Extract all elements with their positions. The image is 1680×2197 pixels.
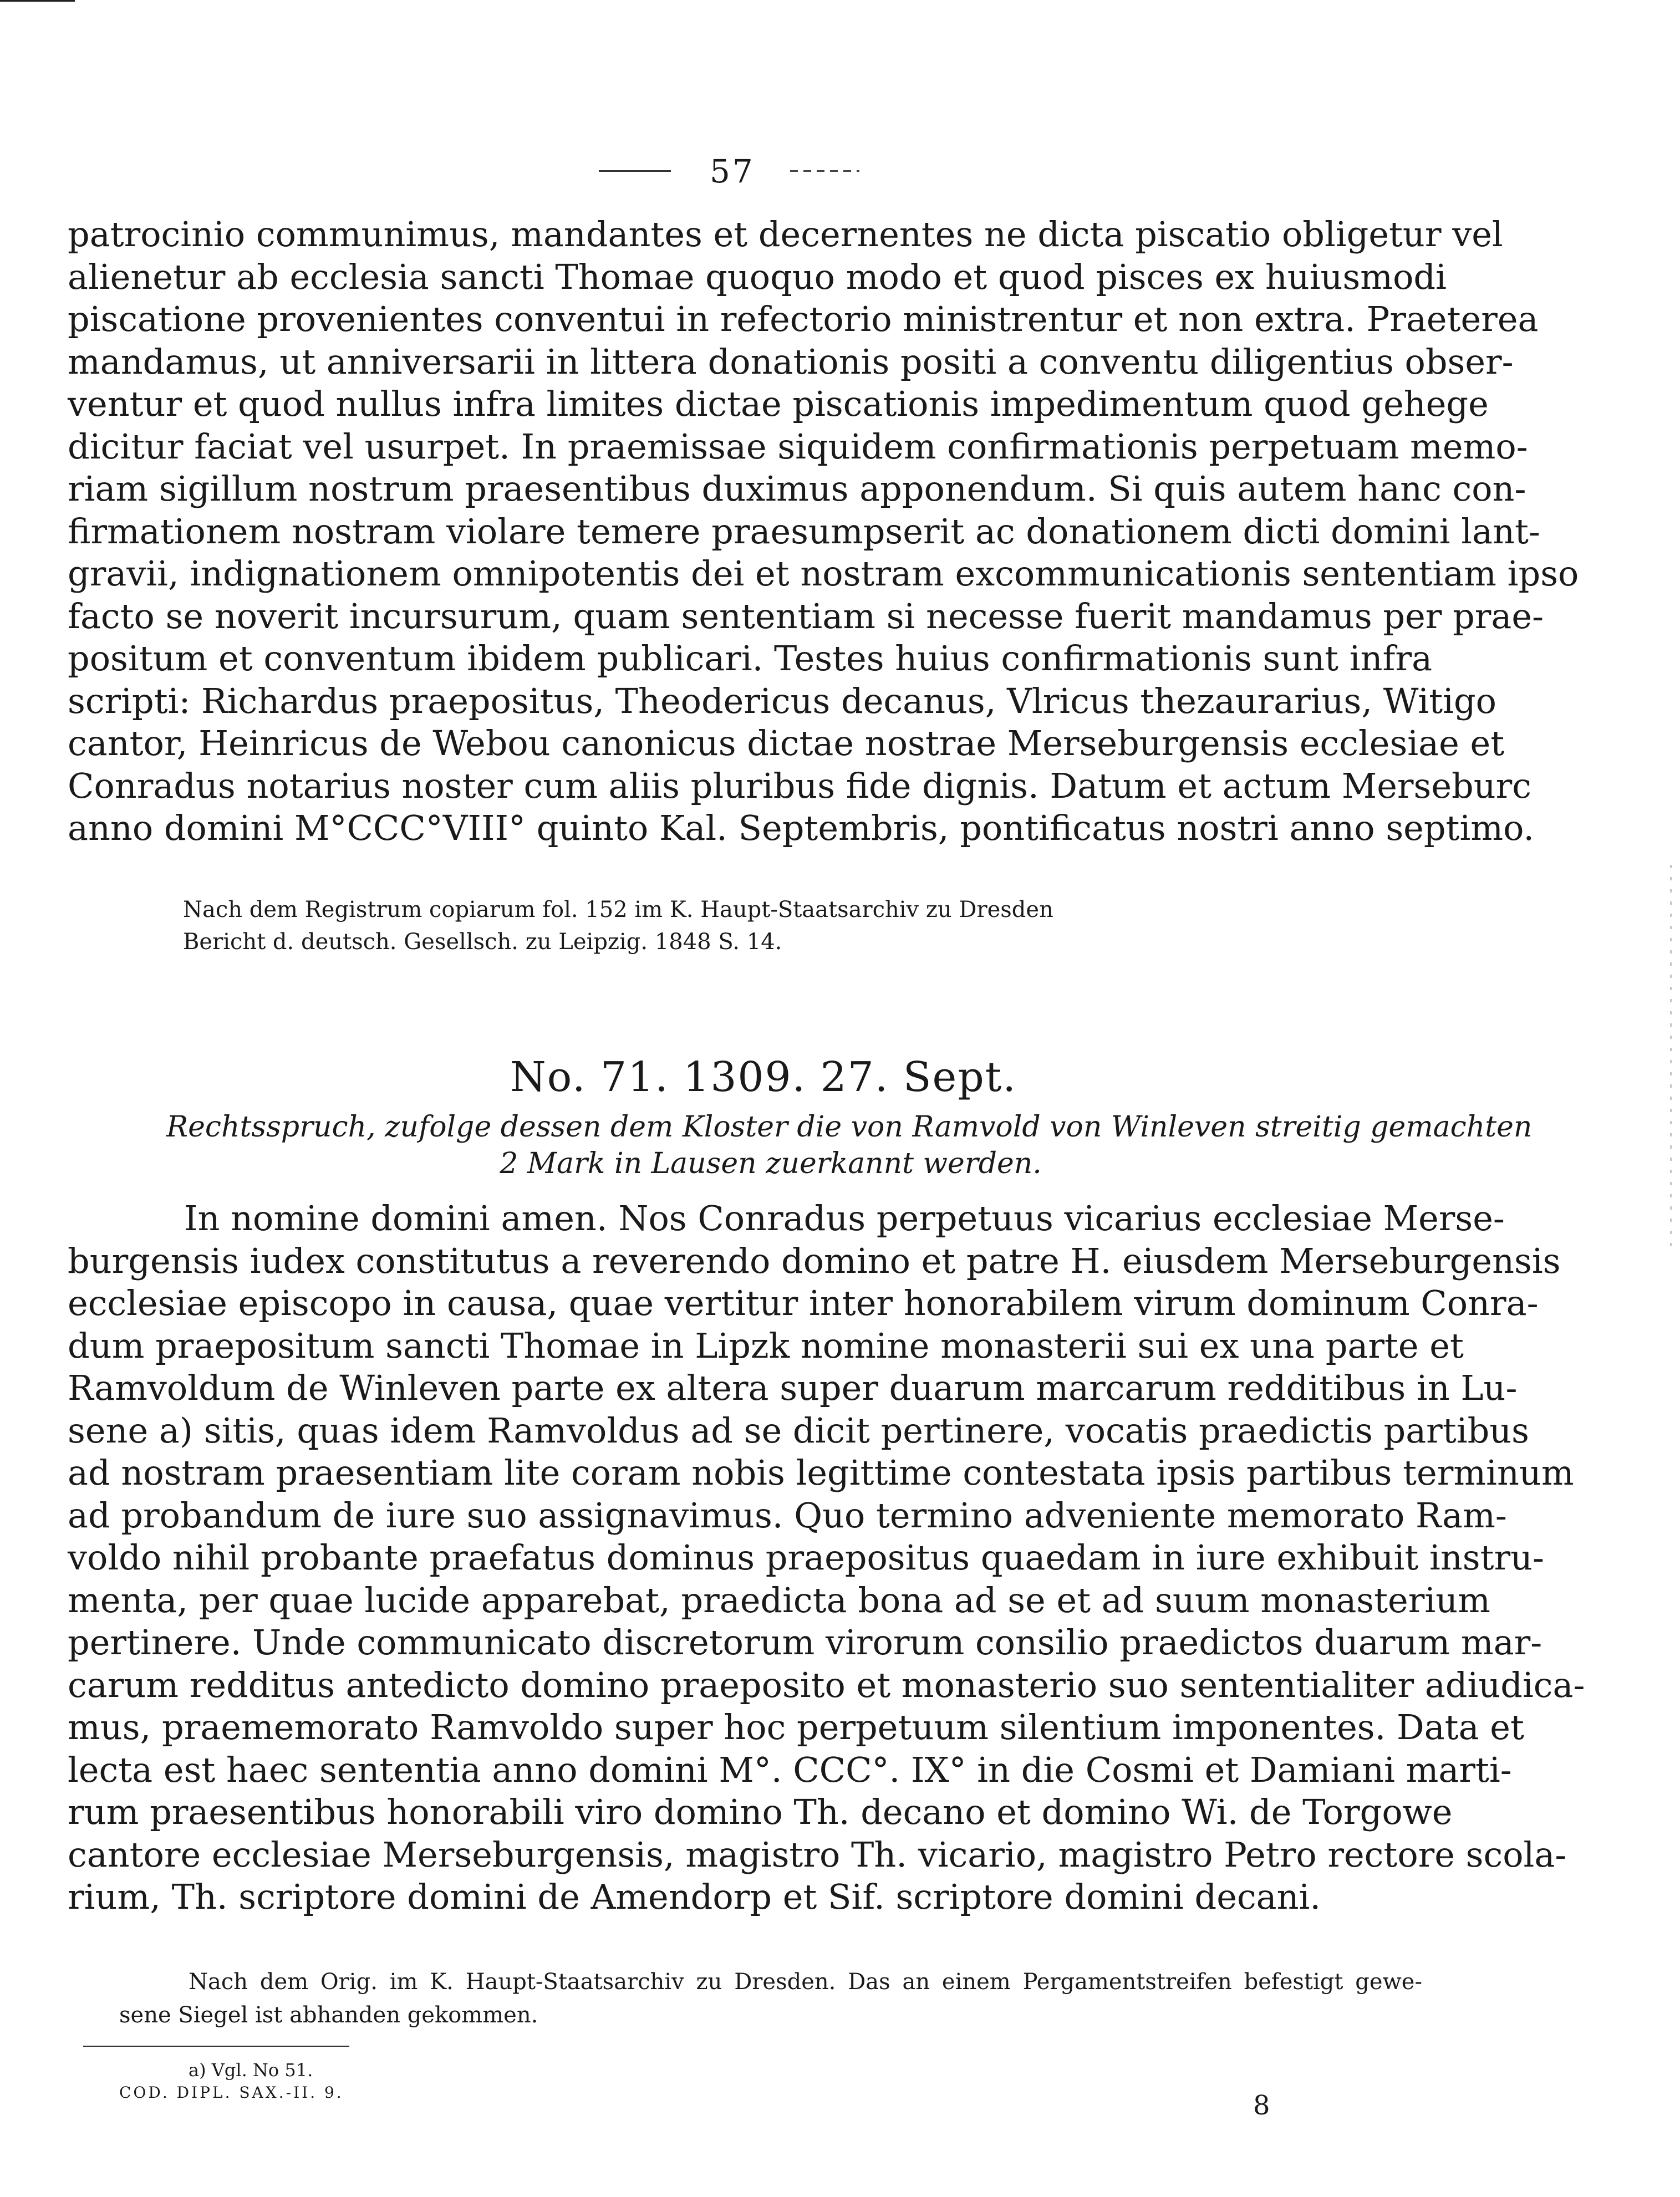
scan-edge-artifact: [1670, 865, 1672, 1253]
text-line: lecta est haec sententia anno domini M°. CCC°. IX° in die Cosmi et Damiani marti-: [68, 1749, 1512, 1790]
text-line: rum praesentibus honorabili viro domino Th. decano et domino Wi. de Torgowe: [68, 1792, 1453, 1832]
footnote-a: a) Vgl. No 51.: [189, 2060, 313, 2081]
source-note-2: [119, 1965, 1422, 2032]
body-paragraph-1: [68, 213, 1579, 850]
summary-line: Rechtsspruch, zufolge dessen dem Kloster die von Ramvold von Winleven streitig gemachten: [166, 1110, 1533, 1144]
page-number: 57: [710, 152, 755, 190]
text-line: pertinere. Unde communicato discretorum virorum consilio praedictos duarum mar-: [68, 1622, 1542, 1663]
text-line: sene a) sitis, quas idem Ramvoldus ad se dicit pertinere, vocatis praedictis partibus: [68, 1410, 1529, 1451]
text-line: mandamus, ut anniversarii in littera donationis positi a conventu diligentius obser-: [68, 341, 1514, 382]
header-dash-left: [599, 170, 671, 172]
text-line: ventur et quod nullus infra limites dictae piscationis impedimentum quod gehege: [68, 384, 1489, 424]
text-line: rium, Th. scriptore domini de Amendorp et Sif. scriptore domini decani.: [68, 1877, 1321, 1917]
text-line: positum et conventum ibidem publicari. Testes huius confirmationis sunt infra: [68, 638, 1433, 679]
document-heading: No. 71. 1309. 27. Sept.: [510, 1053, 1017, 1101]
text-line: ad nostram praesentiam lite coram nobis legittime contestata ipsis partibus terminum: [68, 1452, 1574, 1493]
body-paragraph-2: [68, 1197, 1585, 1919]
text-line: dicitur faciat vel usurpet. In praemissae siquidem confirmationis perpetuam memo-: [68, 426, 1528, 467]
text-line: cantor, Heinricus de Webou canonicus dictae nostrae Merseburgensis ecclesiae et: [68, 723, 1505, 763]
text-line: anno domini M°CCC°VIII° quinto Kal. Septembris, pontificatus nostri anno septimo.: [68, 808, 1535, 848]
text-line: carum redditus antedicto domino praeposito et monasterio suo sententialiter adiudica-: [68, 1664, 1585, 1705]
text-line: patrocinio communimus, mandantes et decernentes ne dicta piscatio obligetur vel: [68, 214, 1503, 254]
note-line: sene Siegel ist abhanden gekommen.: [119, 2002, 538, 2028]
text-line: scripti: Richardus praepositus, Theodericus decanus, Vlricus thezaurarius, Witigo: [68, 680, 1496, 721]
text-line: firmationem nostram violare temere praesumpserit ac donationem dicti domini lant-: [68, 511, 1540, 552]
document-summary: [166, 1109, 1533, 1182]
source-note-1: [183, 894, 1181, 958]
footnote-rule: [83, 2046, 349, 2047]
text-line: gravii, indignationem omnipotentis dei et nostram excommunicationis sententiam ipso: [68, 553, 1579, 594]
note-line: Nach dem Orig. im K. Haupt-Staatsarchiv zu Dresden. Das an einem Pergamentstreifen befestigt gewe-: [189, 1969, 1422, 1995]
text-line: voldo nihil probante praefatus dominus praepositus quaedam in iure exhibuit instru-: [68, 1537, 1545, 1578]
text-line: mus, praememorato Ramvoldo super hoc perpetuum silentium imponentes. Data et: [68, 1707, 1524, 1747]
text-line: piscatione provenientes conventui in refectorio ministrentur et non extra. Praeterea: [68, 299, 1539, 339]
text-line: facto se noverit incursurum, quam sententiam si necesse fuerit mandamus per prae-: [68, 595, 1544, 636]
note-line: Bericht d. deutsch. Gesellsch. zu Leipzig. 1848 S. 14.: [183, 929, 782, 955]
text-line: ad probandum de iure suo assignavimus. Quo termino adveniente memorato Ram-: [68, 1495, 1507, 1536]
text-line: cantore ecclesiae Merseburgensis, magistro Th. vicario, magistro Petro rectore scola-: [68, 1834, 1567, 1875]
text-line: Conradus notarius noster cum aliis pluribus fide dignis. Datum et actum Merseburc: [68, 765, 1532, 806]
text-line: dum praepositum sancti Thomae in Lipzk nomine monasterii sui ex una parte et: [68, 1325, 1464, 1366]
text-line: menta, per quae lucide apparebat, praedicta bona ad se et ad suum monasterium: [68, 1579, 1490, 1620]
text-line: Ramvoldum de Winleven parte ex altera super duarum marcarum redditibus in Lu-: [68, 1368, 1518, 1408]
text-line: alienetur ab ecclesia sancti Thomae quoquo modo et quod pisces ex huiusmodi: [68, 256, 1447, 297]
text-line: riam sigillum nostrum praesentibus duximus apponendum. Si quis autem hanc con-: [68, 468, 1526, 509]
text-line: In nomine domini amen. Nos Conradus perpetuus vicarius ecclesiae Merse-: [184, 1198, 1505, 1238]
sheet-number: 8: [1253, 2090, 1270, 2121]
text-line: burgensis iudex constitutus a reverendo domino et patre H. eiusdem Merseburgensis: [68, 1240, 1561, 1281]
header-dash-right: [790, 170, 859, 172]
top-edge-rule: [0, 0, 75, 2]
summary-line: 2 Mark in Lausen zuerkannt werden.: [500, 1147, 1042, 1180]
note-line: Nach dem Registrum copiarum fol. 152 im K. Haupt-Staatsarchiv zu Dresden: [183, 897, 1053, 922]
text-line: ecclesiae episcopo in causa, quae vertitur inter honorabilem virum dominum Conra-: [68, 1283, 1539, 1323]
page-header: [599, 152, 876, 190]
signature-mark: COD. DIPL. SAX.-II. 9.: [119, 2083, 344, 2102]
